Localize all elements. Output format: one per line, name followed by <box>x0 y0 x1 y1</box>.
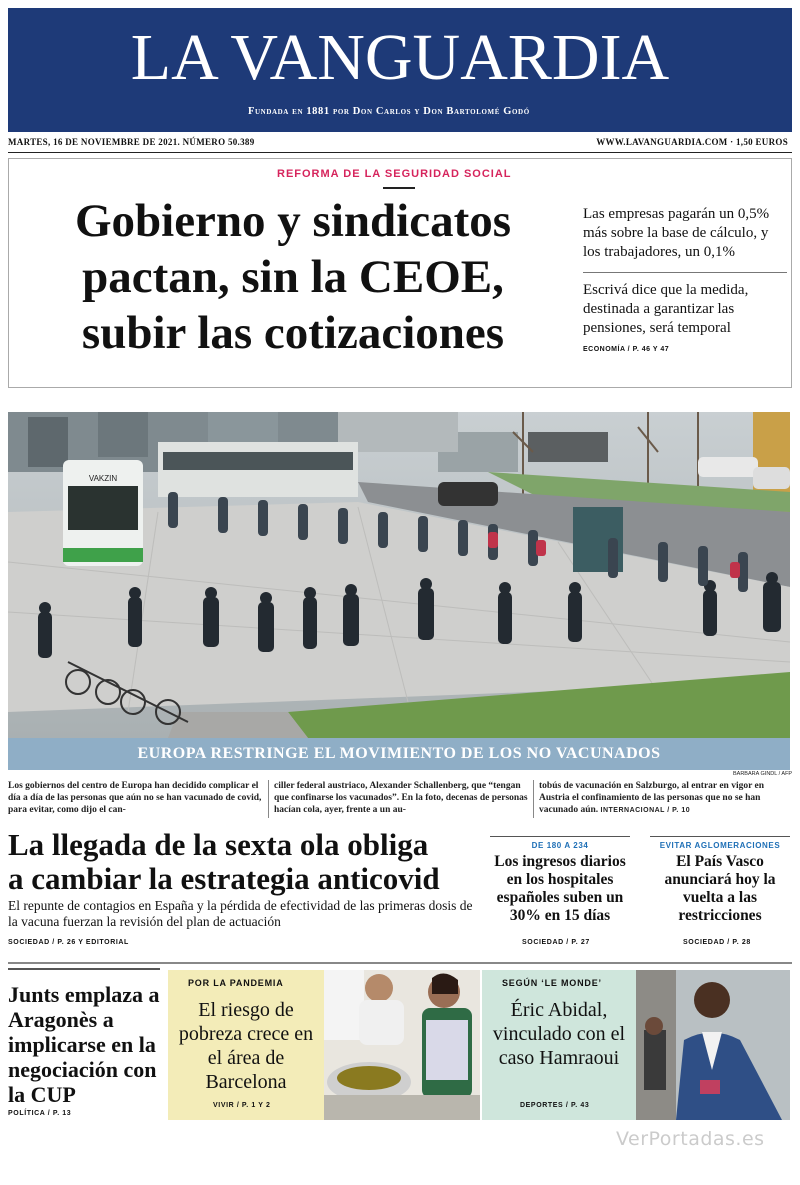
sexta-section-ref[interactable]: SOCIEDAD / P. 26 Y EDITORIAL <box>8 939 129 946</box>
caption-col-3-text: tobús de vacunación en Salzburgo, al entrar en vigor en Austria el confinamiento de las personas que no se han vacunado aún. <box>539 781 765 815</box>
brief-pais-vasco[interactable] <box>650 836 790 925</box>
kicker-divider <box>383 187 415 189</box>
junts-headline: Junts emplaza a Aragonès a implicarse en la negociación con la CUP <box>8 982 160 1107</box>
lead-headline-line3: subir las cotizaciones <box>81 307 505 359</box>
column-divider <box>268 780 269 818</box>
divider <box>8 152 792 153</box>
junts-story[interactable] <box>8 968 160 1120</box>
site-watermark: VerPortadas.es <box>616 1128 765 1150</box>
lead-summary-p1: Las empresas pagarán un 0,5% más sobre la base de cálculo, y los trabajadores, un 0,1% <box>583 206 770 260</box>
lead-story[interactable] <box>8 158 792 388</box>
column-divider <box>533 780 534 818</box>
photo-credit: BARBARA GINDL / AFP <box>733 771 793 777</box>
bus-sign: VAKZIN <box>88 474 118 483</box>
masthead <box>8 8 792 132</box>
lead-headline-line2: pactan, sin la CEOE, <box>82 251 504 303</box>
lead-summary <box>583 205 787 359</box>
photo-banner[interactable]: EUROPA RESTRINGE EL MOVIMIENTO DE LOS NO VACUNADOS <box>8 738 790 770</box>
lead-section-ref[interactable]: ECONOMÍA / P. 46 Y 47 <box>583 346 670 353</box>
caption-col-3 <box>539 780 792 817</box>
newspaper-name: LA VANGUARDIA <box>130 21 670 94</box>
lead-headline[interactable] <box>23 193 563 361</box>
junts-section-ref[interactable]: POLÍTICA / P. 13 <box>8 1110 72 1117</box>
queue-photo-illustration <box>8 412 790 738</box>
lead-summary-p2: Escrivá dice que la medida, destinada a garantizar las pensiones, será temporal <box>583 272 787 338</box>
sexta-ola-headline[interactable] <box>8 828 478 896</box>
abidal-portrait-illustration <box>636 970 790 1120</box>
brief-hospitales-headline: Los ingresos diarios en los hospitales españoles suben un 30% en 15 días <box>494 853 626 924</box>
date-issue: MARTES, 16 DE NOVIEMBRE DE 2021. NÚMERO 50.389 <box>8 137 255 147</box>
soup-kitchen-illustration <box>324 970 480 1120</box>
brief-pais-vasco-headline: El País Vasco anunciará hoy la vuelta a las restricciones <box>664 853 776 924</box>
brief-hospitales-ref[interactable]: SOCIEDAD / P. 27 <box>522 939 590 946</box>
dateline <box>8 137 792 151</box>
tile-abidal-headline: Éric Abidal, vinculado con el caso Hamraoui <box>492 999 626 1069</box>
brief-hospitales[interactable] <box>490 836 630 925</box>
brief-hospitales-kicker: DE 180 A 234 <box>490 836 630 850</box>
tile-pobreza-headline: El riesgo de pobreza crece en el área de Barcelona <box>178 999 314 1093</box>
tile-pobreza[interactable] <box>168 970 324 1120</box>
brief-pais-vasco-ref[interactable]: SOCIEDAD / P. 28 <box>683 939 751 946</box>
tile-pobreza-photo <box>324 970 480 1120</box>
sexta-ola-subhead: El repunte de contagios en España y la pérdida de efectividad de las primeras dosis de la vacuna fuerzan la revisión del plan de actuación <box>8 898 473 929</box>
tile-pobreza-kicker: POR LA PANDEMIA <box>188 978 284 988</box>
main-photo <box>8 412 790 738</box>
tile-pobreza-ref[interactable]: VIVIR / P. 1 Y 2 <box>213 1102 271 1109</box>
website-price[interactable]: WWW.LAVANGUARDIA.COM · 1,50 EUROS <box>596 137 788 147</box>
tile-abidal-kicker: SEGÚN ‘LE MONDE’ <box>502 978 602 988</box>
lead-kicker: REFORMA DE LA SEGURIDAD SOCIAL <box>277 168 512 180</box>
tile-abidal-photo <box>636 970 790 1120</box>
sexta-headline-line1: La llegada de la sexta ola obliga <box>8 827 429 862</box>
section-divider <box>8 962 792 964</box>
founding-line: Fundada en 1881 por Don Carlos y Don Bartolomé Godó <box>248 106 530 117</box>
caption-section-ref[interactable]: INTERNACIONAL / P. 10 <box>600 807 691 814</box>
caption-col-2: ciller federal austriaco, Alexander Schallenberg, que “tengan que confinarse los vacunados”. En la foto, decenas de personas hacían cola, ayer, frente a un au- <box>274 781 528 815</box>
tile-abidal[interactable] <box>482 970 636 1120</box>
caption-col-1: Los gobiernos del centro de Europa han decidido complicar el día a día de las personas que aún no se han vacunado de covid, para evitar, como dijo el can- <box>8 781 262 815</box>
tile-abidal-ref[interactable]: DEPORTES / P. 43 <box>520 1102 590 1109</box>
sexta-headline-line2: a cambiar la estrategia anticovid <box>8 861 440 896</box>
lead-headline-line1: Gobierno y sindicatos <box>74 195 512 247</box>
brief-pais-vasco-kicker: EVITAR AGLOMERACIONES <box>650 836 790 850</box>
